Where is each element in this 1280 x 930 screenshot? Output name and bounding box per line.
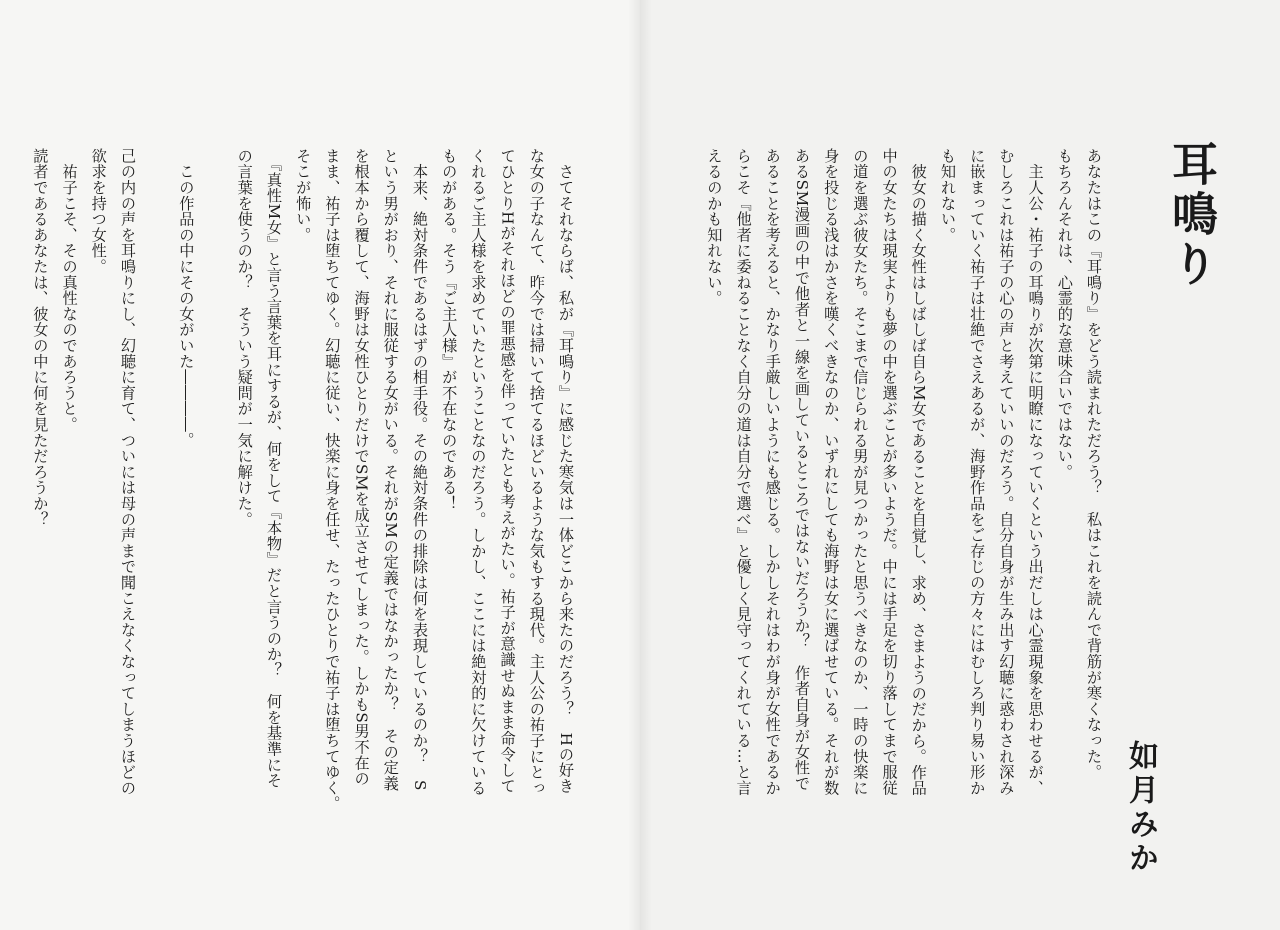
- text-line: 本来、絶対条件であるはずの相手役。その絶対条件の排除は何を表現しているのか？ S: [410, 148, 429, 792]
- text-line: 中の女たちは現実よりも夢の中を選ぶことが多いようだ。中には手足を切り落してまで服従: [880, 148, 899, 796]
- text-line: この作品の中にその女がいた――――。: [177, 148, 196, 449]
- text-line: あるSM漫画の中で他者と一線を画しているところではないだろうか？ 作者自身が女性で: [792, 148, 811, 792]
- text-line: あることを考えると、かなり手厳しいようにも感じる。しかしそれはわが身が女性であるか: [763, 148, 782, 796]
- text-line: 祐子こそ、その真性なのであろうと。: [60, 148, 79, 433]
- text-line: らこそ『他者に委ねることなく自分の道は自分で選べ』と優しく見守ってくれている…と言: [734, 148, 753, 796]
- text-line: 主人公・祐子の耳鳴りが次第に明瞭になっていくという出だしは心霊現象を思わせるが、: [1026, 148, 1045, 796]
- text-line: 欲求を持つ女性。: [89, 148, 108, 275]
- text-line: 『真性M女』と言う言葉を耳にするが、何をして『本物』だと言うのか？ 何を基準にそ: [264, 148, 283, 789]
- text-line: くれるご主人様を求めていたということなのだろう。しかし、ここには絶対的に欠けている: [469, 148, 488, 796]
- text-line: も知れない。: [938, 148, 957, 243]
- text-line: に嵌まっていく祐子は壮絶でさえあるが、海野作品をご存じの方々にはむしろ判り易い形か: [968, 148, 987, 796]
- article-title: 耳鳴り: [1165, 140, 1219, 290]
- text-line: さてそれならば、私が『耳鳴り』に感じた寒気は一体どこから来たのだろう？ Hの好き: [557, 148, 575, 794]
- text-line: もちろんそれは、心霊的な意味合いではない。: [1055, 148, 1074, 480]
- text-line: そこが怖い。: [294, 148, 313, 243]
- text-line: [142, 148, 171, 868]
- text-line: 彼女の描く女性はしばしば自らM女であることを自覚し、求め、さまようのだから。作品: [909, 148, 928, 797]
- text-line: の道を選ぶ彼女たち。そこまで信じられる男が見つかったと思うべきなのか、一時の快楽に: [851, 148, 870, 796]
- text-line: を根本から覆して、海野は女性ひとりだけでSMを成立させてしまった。しかもS男不在の: [352, 148, 371, 787]
- text-line: てひとりHがそれほどの罪悪感を伴っていたとも考えがたい。祐子が意識せぬまま命令して: [498, 148, 517, 794]
- text-line: あなたはこの『耳鳴り』をどう読まれただろう？ 私はこれを読んで背筋が寒くなった。: [1085, 148, 1103, 780]
- text-line: な女の子なんて、昨今では掃いて捨てるほどいるような気もする現代。主人公の祐子にとっ: [527, 148, 546, 796]
- text-line: [200, 148, 229, 868]
- right-page-text: [699, 148, 1108, 868]
- book-gutter: [628, 0, 652, 930]
- text-line: まま、祐子は堕ちてゆく。幻聴に従い、快楽に身を任せ、たったひとりで祐子は堕ちてゆく。: [323, 148, 342, 812]
- text-line: むしろこれは祐子の心の声と考えていいのだろう。自分自身が生み出す幻聴に惑わされ深み: [997, 148, 1016, 796]
- left-page-text: [25, 148, 580, 868]
- text-line: 読者であるあなたは、彼女の中に何を見ただろうか？: [31, 148, 50, 528]
- text-line: えるのかも知れない。: [705, 148, 724, 306]
- text-line: という男がおり、それに服従する女がいる。それがSMの定義ではなかったか？ その定義: [381, 148, 400, 792]
- text-line: ものがある。そう『ご主人様』が不在なのである！: [440, 148, 459, 512]
- text-line: の言葉を使うのか？ そういう疑問が一気に解けた。: [235, 148, 254, 528]
- author-name: 如月みか: [1123, 740, 1158, 876]
- text-line: 身を投じる浅はかさを嘆くべきなのか、いずれにしても海野は女に選ばせている。それが数: [822, 148, 841, 796]
- text-line: 己の内の声を耳鳴りにし、幻聴に育て、ついには母の声まで聞こえなくなってしまうほどの: [118, 148, 137, 796]
